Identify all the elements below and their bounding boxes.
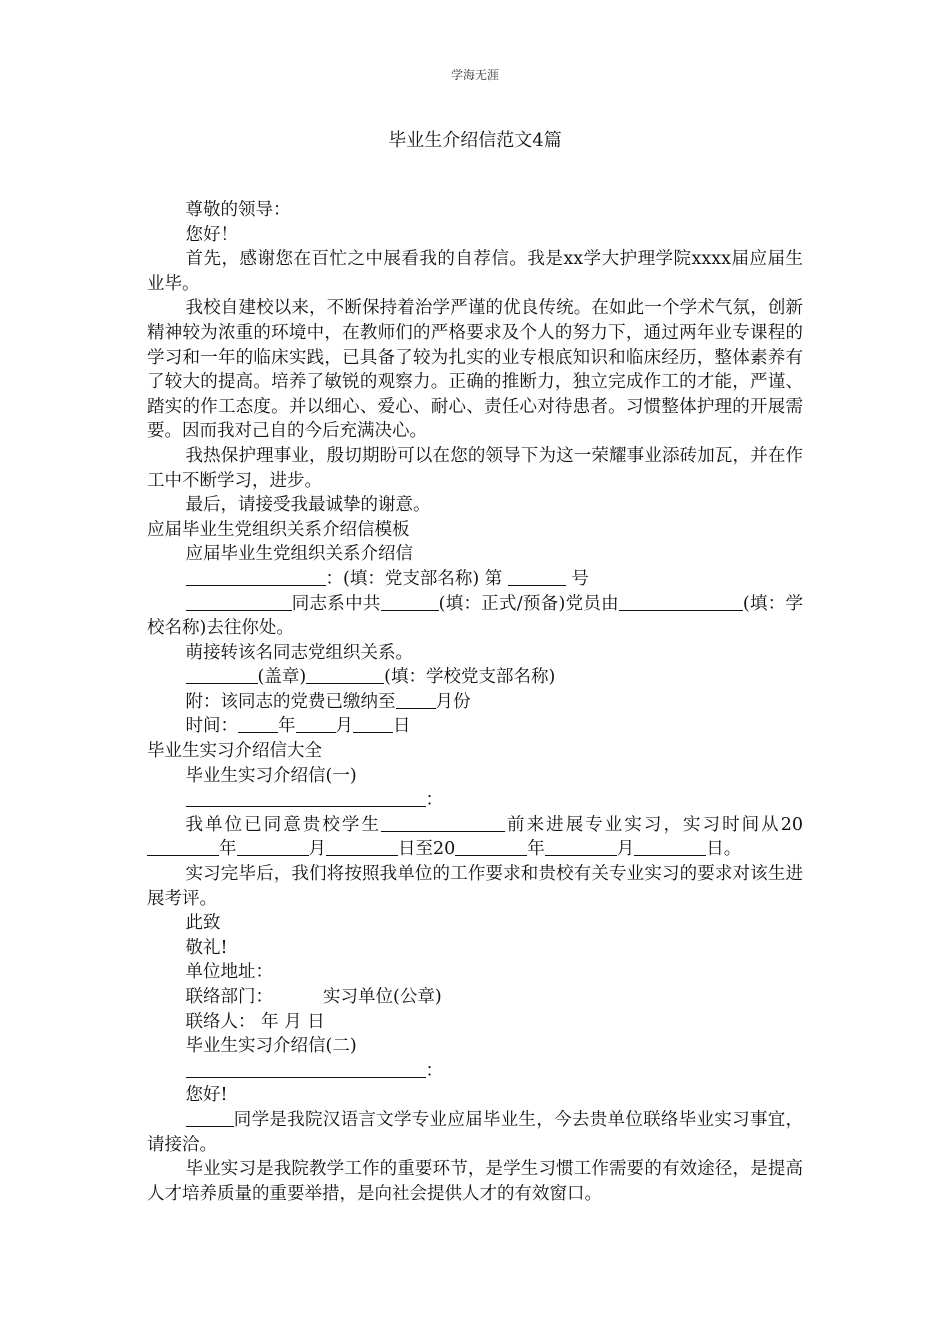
document-title: 毕业生介绍信范文4篇 — [388, 130, 562, 151]
form-text: 年 — [219, 839, 237, 860]
form-text: 日至20 — [398, 839, 456, 860]
blank-line — [508, 567, 566, 586]
form-text: (填：学校党支部名称) — [384, 667, 556, 688]
blank-line — [326, 838, 398, 857]
section-subheading: 应届毕业生党组织关系介绍信 — [185, 544, 413, 565]
paragraph: 我热保护理事业，殷切期盼可以在您的领导下为这一荣耀事业添砖加瓦，并在作工中不断学习，进步。 — [147, 445, 803, 491]
blank-line — [238, 715, 278, 734]
paragraph: 实习完毕后，我们将按照我单位的工作要求和贵校有关专业实习的要求对该生进展考评。 — [147, 864, 803, 909]
blank-line — [353, 715, 393, 734]
form-text: ： — [425, 790, 443, 811]
form-line — [147, 567, 803, 592]
blank-line — [186, 789, 426, 808]
greeting: 您好！ — [185, 224, 238, 245]
blank-line — [186, 1059, 426, 1078]
section-subheading: 毕业生实习介绍信(二) — [185, 1036, 357, 1057]
form-text: 号 — [571, 568, 589, 589]
form-text: 日。 — [706, 839, 742, 860]
form-text: 我单位已同意贵校学生 — [185, 814, 381, 835]
form-text: 年 — [278, 716, 296, 737]
paragraph — [147, 1108, 803, 1157]
form-text: (填：正式/预备)党员由 — [438, 593, 619, 614]
form-line — [147, 690, 803, 715]
blank-line — [186, 592, 292, 611]
form-text: 月 — [616, 839, 635, 860]
closing-line: 此致 — [185, 913, 221, 934]
blank-line — [634, 838, 706, 857]
form-text: 附：该同志的党费已缴纳至 — [185, 691, 396, 712]
blank-line — [306, 666, 384, 685]
document-body — [147, 198, 803, 1206]
form-text: 时间： — [185, 716, 238, 737]
form-text: 同志系中共 — [291, 593, 381, 614]
paragraph: 毕业实习是我院教学工作的重要环节，是学生习惯工作需要的有效途径，是提高人才培养质量的重要举措，是向社会提供人才的有效窗口。 — [147, 1159, 803, 1204]
form-line — [147, 714, 803, 739]
unit-address: 单位地址： — [185, 962, 273, 983]
form-text: (盖章) — [257, 667, 307, 688]
blank-line — [186, 666, 258, 685]
paragraph: 首先，感谢您在百忙之中展看我的自荐信。我是xx学大护理学院xxxx届应届生业毕。 — [147, 249, 803, 294]
form-text: ：(填：党支部名称) 第 — [325, 568, 503, 589]
blank-line — [381, 592, 439, 611]
form-text: 月份 — [435, 691, 471, 712]
unit-seal: 实习单位(公章) — [323, 987, 442, 1007]
blank-line — [237, 838, 309, 857]
paragraph: 最后，请接受我最诚挚的谢意。 — [185, 495, 431, 516]
form-line — [147, 813, 803, 862]
blank-line — [296, 715, 336, 734]
form-text: ： — [425, 1060, 443, 1081]
form-text: 前来进展专业实习，实习时间从20 — [505, 814, 803, 835]
blank-line — [186, 567, 326, 586]
form-line — [147, 985, 803, 1010]
paragraph: 我校自建校以来，不断保持着治学严谨的优良传统。在如此一个学术气氛，创新精神较为浓重的环境中，在教师们的严格要求及个人的努力下，通过两年业专课程的学习和一年的临床实践，已具备了较为扎实的业专根底知识和临床经历，整体素养有了较大的提高。培养了敏锐的观察力。正确的推断力，独立完成作工的才能，严谨、踏实的作工态度。并以细心、爱心、耐心、责任心对待患者。习惯整体护理的开展需要。因而我对己自的今后充满决心。 — [147, 298, 803, 442]
form-text: 同学是我院汉语言文学专业应届毕业生，今去贵单位联络毕业实习事宜，请接洽。 — [147, 1109, 803, 1155]
blank-line — [186, 1108, 234, 1127]
contact-person: 联络人： 年 月 日 — [185, 1011, 325, 1032]
form-line — [147, 592, 803, 641]
section-heading: 应届毕业生党组织关系介绍信模板 — [147, 519, 410, 540]
form-text: 年 — [527, 839, 545, 860]
blank-line — [619, 592, 743, 611]
page-header: 学海无涯 — [450, 68, 499, 82]
closing-line: 敬礼! — [185, 937, 228, 958]
blank-line — [545, 838, 617, 857]
greeting: 您好! — [185, 1085, 228, 1106]
contact-dept: 联络部门： — [185, 987, 273, 1007]
salutation: 尊敬的领导： — [185, 200, 291, 220]
addressee-line — [147, 1059, 803, 1084]
form-line — [147, 665, 803, 690]
form-line: 萌接转该名同志党组织关系。 — [185, 642, 413, 663]
section-heading: 毕业生实习介绍信大全 — [147, 741, 322, 762]
addressee-line — [147, 788, 803, 813]
form-text: 月 — [308, 839, 326, 860]
section-subheading: 毕业生实习介绍信(一) — [185, 765, 357, 786]
blank-line — [381, 813, 505, 832]
form-text: 月 — [335, 716, 353, 737]
blank-line — [455, 838, 527, 857]
form-text: 日 — [393, 716, 411, 737]
form-text: (填：学校名称)去往你处。 — [147, 593, 804, 639]
blank-line — [396, 690, 436, 709]
blank-line — [147, 838, 219, 857]
